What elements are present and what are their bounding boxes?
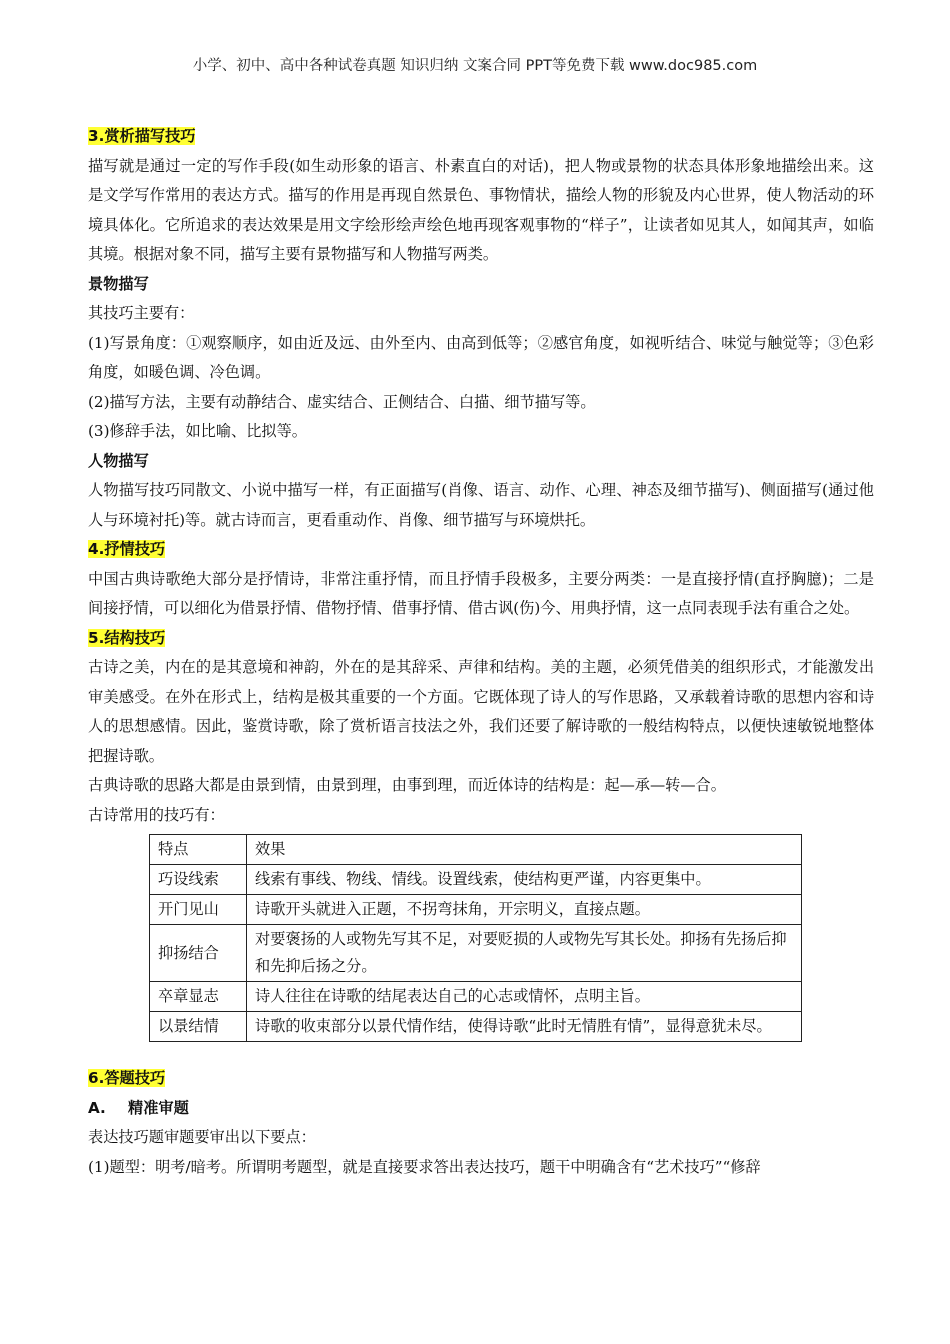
table-header-row [150,835,802,865]
section-title-4: 4.抒情技巧 [88,540,166,558]
person-description-text: 人物描写技巧同散文、小说中描写一样，有正面描写(肖像、语言、动作、心理、神态及细节描写)、侧面描写(通过他人与环境衬托)等。就古诗而言，更看重动作、肖像、细节描写与环境烘托。 [88,481,874,529]
scene-item-3: (3)修辞手法，如比喻、比拟等。 [88,422,307,440]
scene-description-title: 景物描写 [88,274,149,293]
table-cell-effect: 线索有事线、物线、情线。设置线索，使结构更严谨，内容更集中。 [247,865,802,895]
table-row [150,1012,802,1042]
section-title-6: 6.答题技巧 [88,1069,166,1087]
section-6-lead: 表达技巧题审题要审出以下要点： [88,1128,316,1146]
section-5-text-1: 古诗之美，内在的是其意境和神韵，外在的是其辞采、声律和结构。美的主题，必须凭借美的组织形式，才能激发出审美感受。在外在形式上，结构是极其重要的一个方面。它既体现了诗人的写作思路，又承载着诗歌的思想内容和诗人的思想感情。因此，鉴赏诗歌，除了赏析语言技法之外，我们还要了解诗歌的一般结构特点，以便快速敏锐地整体把握诗歌。 [88,658,874,765]
section-5-text-3: 古诗常用的技巧有： [88,805,225,824]
table-row [150,982,802,1012]
table-cell-feature: 抑扬结合 [150,925,247,982]
page-header: 小学、初中、高中各种试卷真题 知识归纳 文案合同 PPT等免费下载 www.doc985.com [192,58,758,74]
table-header-cell: 特点 [150,835,247,865]
table-row [150,865,802,895]
table-row [150,925,802,982]
table-cell-feature: 巧设线索 [150,865,247,895]
table-row [150,895,802,925]
subsection-a-letter: A. [88,1098,106,1117]
section-3-intro: 描写就是通过一定的写作手段(如生动形象的语言、朴素直白的对话)，把人物或景物的状态具体形象地描绘出来。这是文学写作常用的表达方式。描写的作用是再现自然景色、事物情状，描绘人物的形貌及内心世界，使人物活动的环境具体化。它所追求的表达效果是用文字绘形绘声绘色地再现客观事物的“样子”，让读者如见其人，如闻其声，如临其境。根据对象不同，描写主要有景物描写和人物描写两类。 [88,156,874,263]
subsection-a-label: 精准审题 [128,1098,189,1117]
table-spacer [88,1042,874,1064]
section-6-item-1: (1)题型：明考/暗考。所谓明考题型，就是直接要求答出表达技巧，题干中明确含有“艺术技巧”“修辞 [88,1157,761,1176]
subsection-a-title [88,1094,874,1124]
person-description-title: 人物描写 [88,451,149,470]
section-title-5: 5.结构技巧 [88,628,166,647]
section-4-text: 中国古典诗歌绝大部分是抒情诗，非常注重抒情，而且抒情手段极多，主要分两类：一是直接抒情(直抒胸臆)；二是间接抒情，可以细化为借景抒情、借物抒情、借事抒情、借古讽(伤)今、用典抒情，这一点同表现手法有重合之处。 [88,569,874,617]
techniques-table [149,834,802,1042]
scene-description-lead: 其技巧主要有： [88,304,195,322]
table-cell-effect: 对要褒扬的人或物先写其不足，对要贬损的人或物先写其长处。抑扬有先扬后抑和先抑后扬之分。 [247,925,802,982]
table-header-cell: 效果 [247,835,802,865]
table-cell-feature: 以景结情 [150,1012,247,1042]
scene-item-2: (2)描写方法，主要有动静结合、虚实结合、正侧结合、白描、细节描写等。 [88,392,596,411]
table-cell-effect: 诗歌开头就进入正题，不拐弯抹角，开宗明义，直接点题。 [247,895,802,925]
table-cell-effect: 诗人往往在诗歌的结尾表达自己的心志或情怀，点明主旨。 [247,982,802,1012]
table-cell-feature: 卒章显志 [150,982,247,1012]
scene-item-1: (1)写景角度：①观察顺序，如由近及远、由外至内、由高到低等；②感官角度，如视听结合、味觉与触觉等；③色彩角度，如暖色调、冷色调。 [88,333,874,381]
document-body [88,122,874,1182]
section-5-text-2: 古典诗歌的思路大都是由景到情，由景到理，由事到理，而近体诗的结构是：起—承—转—合。 [88,776,726,794]
section-title-3: 3.赏析描写技巧 [88,127,196,145]
table-cell-feature: 开门见山 [150,895,247,925]
table-cell-effect: 诗歌的收束部分以景代情作结，使得诗歌“此时无情胜有情”，显得意犹未尽。 [247,1012,802,1042]
